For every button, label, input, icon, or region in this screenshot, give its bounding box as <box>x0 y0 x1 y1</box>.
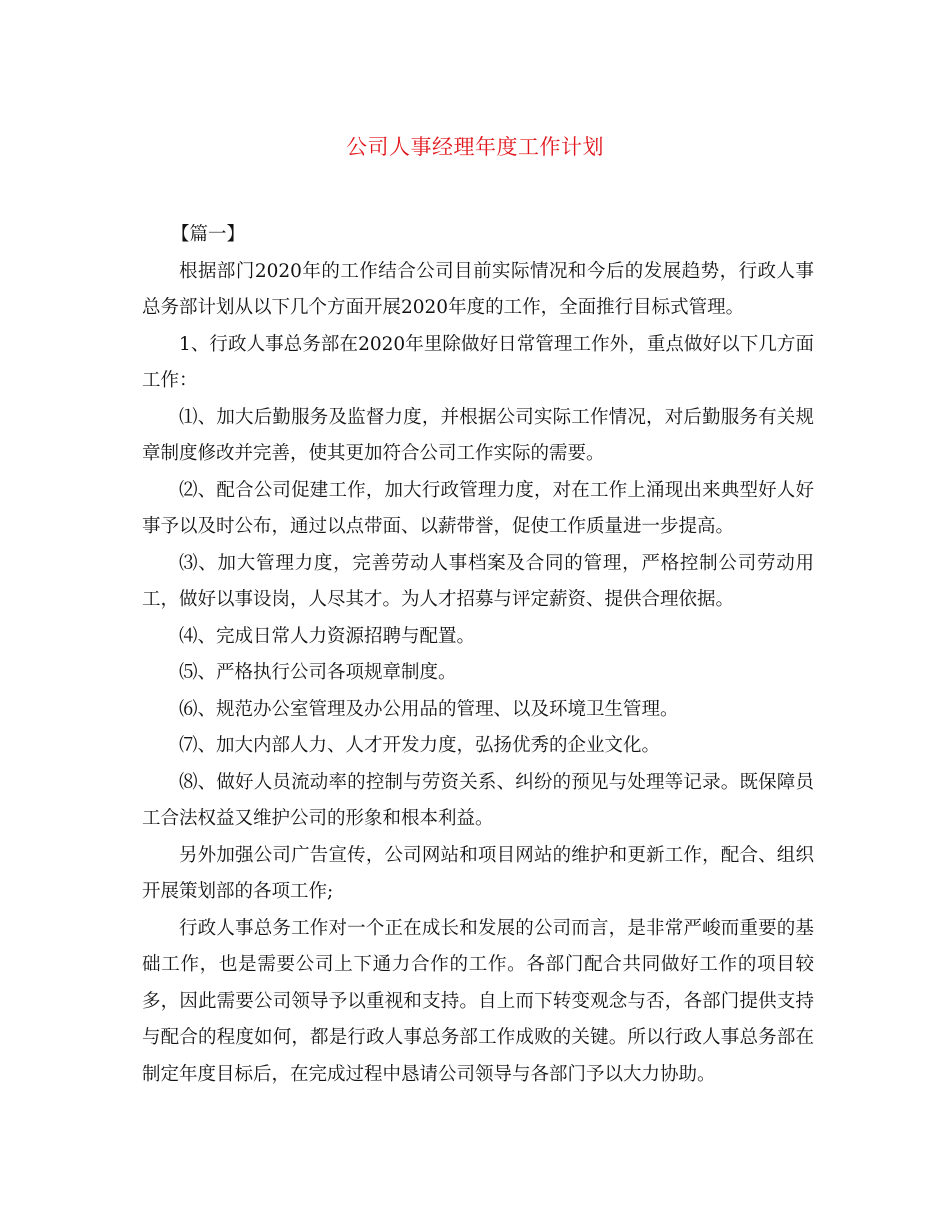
document-title: 公司人事经理年度工作计划 <box>346 135 604 159</box>
paragraph-subitem-1: ⑴、加大后勤服务及监督力度，并根据公司实际工作情况，对后勤服务有关规章制度修改并完善，使其更加符合公司工作实际的需要。 <box>142 406 814 464</box>
paragraph-item-1: 1、行政人事总务部在2020年里除做好日常管理工作外，重点做好以下几方面工作： <box>142 333 814 391</box>
paragraph-subitem-5: ⑸、严格执行公司各项规章制度。 <box>179 662 457 683</box>
section-label: 【篇一】 <box>171 224 246 245</box>
paragraph-additional: 另外加强公司广告宣传，公司网站和项目网站的维护和更新工作，配合、组织开展策划部的各项工作; <box>142 844 814 902</box>
paragraph-subitem-6: ⑹、规范办公室管理及办公用品的管理、以及环境卫生管理。 <box>179 698 679 720</box>
paragraph-subitem-4: ⑷、完成日常人力资源招聘与配置。 <box>179 625 476 647</box>
paragraph-subitem-7: ⑺、加大内部人力、人才开发力度，弘扬优秀的企业文化。 <box>179 735 661 756</box>
paragraph-subitem-2: ⑵、配合公司促建工作，加大行政管理力度，对在工作上涌现出来典型好人好事予以及时公布，通过以点带面、以薪带誉，促使工作质量进一步提高。 <box>142 479 814 537</box>
paragraph-subitem-3: ⑶、加大管理力度，完善劳动人事档案及合同的管理，严格控制公司劳动用工，做好以事设岗，人尽其才。为人才招募与评定薪资、提供合理依据。 <box>142 552 814 610</box>
paragraph-intro: 根据部门2020年的工作结合公司目前实际情况和今后的发展趋势，行政人事总务部计划从以下几个方面开展2020年度的工作，全面推行目标式管理。 <box>142 260 814 318</box>
document-body <box>142 217 814 1093</box>
paragraph-subitem-8: ⑻、做好人员流动率的控制与劳资关系、纠纷的预见与处理等记录。既保障员工合法权益又维护公司的形象和根本利益。 <box>142 771 814 829</box>
paragraph-conclusion: 行政人事总务工作对一个正在成长和发展的公司而言，是非常严峻而重要的基础工作，也是需要公司上下通力合作的工作。各部门配合共同做好工作的项目较多，因此需要公司领导予以重视和支持。自上而下转变观念与否，各部门提供支持与配合的程度如何，都是行政人事总务部工作成败的关键。所以行政人事总务部在制定年度目标后，在完成过程中恳请公司领导与各部门予以大力协助。 <box>142 917 814 1085</box>
